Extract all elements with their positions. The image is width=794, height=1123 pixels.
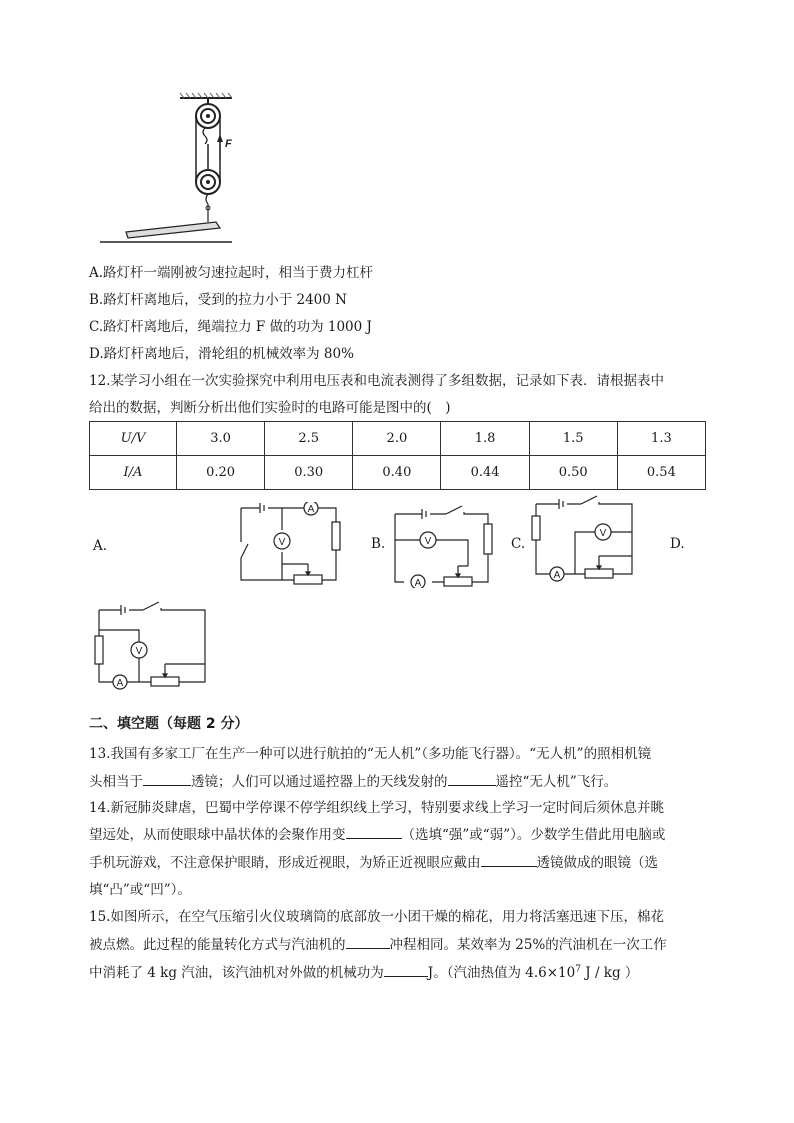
answer-blank[interactable] [384,962,428,977]
table-row [90,422,706,456]
answer-blank[interactable] [448,771,496,786]
answer-blank[interactable] [346,934,390,949]
q15-text: 被点燃。此过程的能量转化方式与汽油机的 [89,937,346,953]
table-cell: 0.44 [441,456,529,490]
q12-line1: 12.某学习小组在一次实验探究中利用电压表和电流表测得了多组数据，记录如下表．请根据表中 [89,373,664,389]
answer-blank[interactable] [481,852,537,867]
q11-option-d: D.路灯杆离地后，滑轮组的机械效率为 80% [89,346,354,362]
table-cell: 1.8 [441,422,529,456]
circuit-label-b: B. [371,536,386,552]
q14-line1: 14.新冠肺炎肆虐，巴蜀中学停课不停学组织线上学习，特别要求线上学习一定时间后须休息并眺 [89,800,664,816]
circuit-b [392,502,500,588]
q15-text: J。（汽油热值为 4.6×10 [427,965,576,981]
data-table [89,421,706,490]
q15-line3 [89,961,638,981]
table-cell: 1.3 [617,422,705,456]
table-cell: 2.0 [353,422,441,456]
circuit-label-d: D. [670,536,685,552]
circuit-label-c: C. [511,536,526,552]
q14-text: 手机玩游戏，不注意保护眼睛，形成近视眼，为矫正近视眼应戴由 [89,855,481,871]
voltmeter-label: V [278,537,286,548]
ammeter-label: A [553,570,561,581]
table-cell: 0.50 [529,456,617,490]
q14-line2 [89,823,665,843]
q12-line2: 给出的数据，判断分析出他们实验时的电路可能是图中的( ) [89,400,451,416]
q15-text: J / kg ） [580,965,639,981]
circuit-a [236,502,348,588]
circuit-c [531,494,637,584]
answer-blank[interactable] [143,771,191,786]
q14-text: 望远处，从而使眼球中晶状体的会聚作用变 [89,827,346,843]
q15-line2 [89,933,667,953]
ammeter-label: A [414,578,422,588]
q13-text: 遥控“无人机”飞行。 [495,774,618,790]
voltmeter-label: V [424,536,432,547]
table-header-current: I/A [90,456,177,490]
q15-text: 冲程相同。某效率为 25%的汽油机在一次工作 [389,937,667,953]
force-label: F [225,138,232,150]
table-cell: 0.54 [617,456,705,490]
q11-option-c: C.路灯杆离地后，绳端拉力 F 做的功为 1000 J [89,319,372,335]
q13-text: 透镜；人们可以通过遥控器上的天线发射的 [191,774,448,790]
table-cell: 0.20 [177,456,265,490]
exponent: 7 [575,964,581,975]
q15-line1: 15.如图所示，在空气压缩引火仪玻璃筒的底部放一小团干燥的棉花，用力将活塞迅速下压，棉花 [89,909,664,925]
table-cell: 0.30 [265,456,353,490]
circuit-d [93,600,211,692]
table-row [90,456,706,490]
table-cell: 0.40 [353,456,441,490]
ammeter-label: A [116,678,124,689]
table-cell: 1.5 [529,422,617,456]
voltmeter-label: V [599,528,607,539]
q11-option-a: A.路灯杆一端刚被匀速拉起时，相当于费力杠杆 [89,265,374,281]
circuit-label-a: A. [93,538,108,554]
q13-line2 [89,770,617,790]
q14-text: （选填“强”或“弱”）。少数学生借此用电脑或 [401,827,666,843]
q11-option-b: B.路灯杆离地后，受到的拉力小于 2400 N [89,292,347,308]
section-title: 二、填空题（每题 2 分） [89,716,249,732]
voltmeter-label: V [135,646,143,657]
table-cell: 2.5 [265,422,353,456]
table-header-voltage: U/V [90,422,177,456]
q14-text: 透镜做成的眼镜（选 [536,855,658,871]
table-cell: 3.0 [177,422,265,456]
ammeter-label: A [307,504,315,515]
q14-line4: 填“凸”或“凹”）。 [89,882,191,898]
q13-text: 头相当于 [89,774,143,790]
q13-line1: 13.我国有多家工厂在生产一种可以进行航拍的“无人机”（多功能飞行器）。“无人机”的照相机镜 [89,746,652,762]
q15-text: 中消耗了 4 kg 汽油，该汽油机对外做的机械功为 [89,965,384,981]
pulley-figure [98,92,232,250]
answer-blank[interactable] [346,824,402,839]
q14-line3 [89,851,658,871]
